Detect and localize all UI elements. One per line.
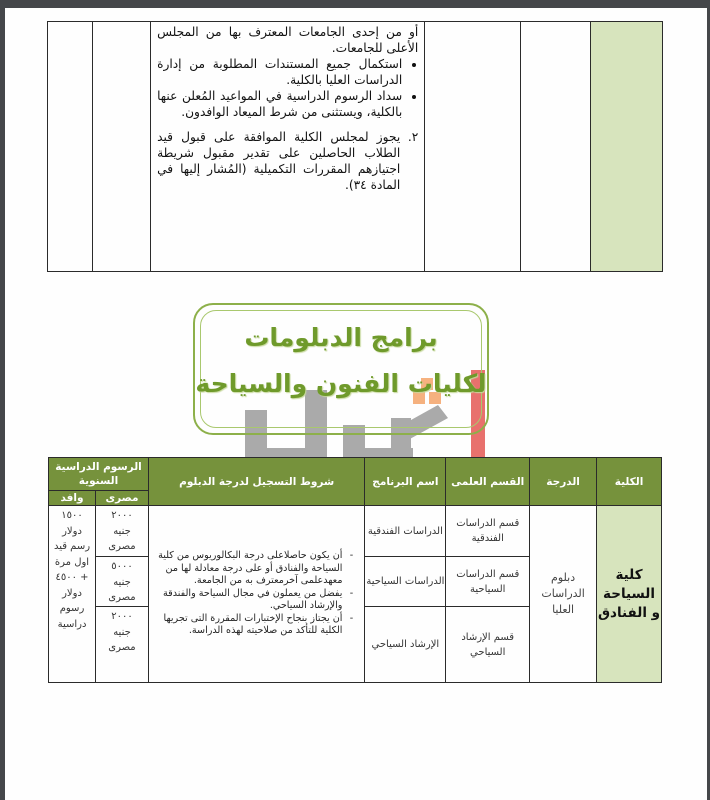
condition-bullet: • استكمال جميع المستندات المطلوبة من إدارة الدراسات العليا بالكلية. xyxy=(157,56,402,88)
egyptian-fee: ٢٠٠٠ جنيه مصرى xyxy=(96,506,149,557)
programs-table xyxy=(48,457,662,683)
department-name: قسم الدراسات الفندقية xyxy=(446,506,530,557)
egyptian-fee: ٥٠٠٠ جنيه مصرى xyxy=(96,557,149,607)
conditions-text xyxy=(151,22,424,193)
requirement-dash: - xyxy=(349,587,354,599)
section-banner xyxy=(193,303,489,435)
condition-bullet: • سداد الرسوم الدراسية في المواعيد المُعلن عنها بالكلية، ويستثنى من شرط الميعاد الوافدون. xyxy=(157,88,402,120)
college-name: كلية السياحة و الفنادق xyxy=(597,506,662,683)
program-name: الإرشاد السياحي xyxy=(365,607,446,683)
requirement-dash: - xyxy=(349,550,354,562)
header-college: الكلية xyxy=(597,458,662,506)
banner-title-line1: برامج الدبلومات xyxy=(244,323,438,352)
header-program: اسم البرنامج xyxy=(365,458,446,506)
requirement-item xyxy=(155,588,361,613)
header-foreign: وافد xyxy=(49,491,96,506)
requirement-text: يفضل من يعملون في مجال السياحة والفندقة والإرشاد السياحي. xyxy=(163,587,343,612)
requirement-item xyxy=(155,550,361,588)
foreign-fee-cell-empty xyxy=(48,22,93,272)
department-cell-empty xyxy=(425,22,521,272)
egyptian-fee-cell-empty xyxy=(92,22,150,272)
header-requirements: شروط التسجيل لدرجة الدبلوم xyxy=(148,458,365,506)
foreign-fee: ١٥٠٠ دولار رسم قيد اول مرة + ٤٥٠٠ دولار رسوم دراسية xyxy=(49,506,96,683)
conditions-cell xyxy=(151,22,425,272)
degree-name: دبلوم الدراسات العليا xyxy=(530,506,597,683)
header-department: القسم العلمى xyxy=(446,458,530,506)
condition-item-2 xyxy=(157,129,418,193)
program-name: الدراسات السياحية xyxy=(365,557,446,607)
header-fees: الرسوم الدراسية السنوية xyxy=(49,458,149,491)
item-number: ٢. xyxy=(407,130,419,144)
requirement-dash: - xyxy=(349,612,354,624)
document-page xyxy=(5,8,707,800)
requirement-item xyxy=(155,613,361,638)
header-egyptian: مصرى xyxy=(96,491,149,506)
college-cell-empty xyxy=(590,22,662,272)
requirement-text: أن يكون حاصلاعلى درجة البكالوريوس من كلية السياحة والفنادق أو على درجة معادلة لها من معهدعلمى آخرمعترف به من الجامعة. xyxy=(158,550,343,587)
department-name: قسم الدراسات السياحية xyxy=(446,557,530,607)
item-text: يجوز لمجلس الكلية الموافقة على قبول قيد الطلاب الحاصلين على تقدير مقبول شريطة اجتيازهم المقررات التكميلية (المُشار إليها في المادة ٣٤). xyxy=(157,130,401,192)
egyptian-fee: ٢٠٠٠ جنيه مصرى xyxy=(96,607,149,683)
banner-title-line2: لكليات الفنون والسياحة xyxy=(195,369,487,398)
requirement-text: أن يجتاز بنجاح الإختبارات المقررة التى تجريها الكلية للتأكد من صلاحيته لهذه الدراسة. xyxy=(163,612,343,637)
conditions-bullets xyxy=(157,56,418,120)
conditions-continuation: أو من إحدى الجامعات المعترف بها من المجلس الأعلى للجامعات. xyxy=(157,25,419,55)
top-table xyxy=(47,21,663,272)
degree-cell-empty xyxy=(521,22,590,272)
program-name: الدراسات الفندقية xyxy=(365,506,446,557)
header-degree: الدرجة xyxy=(530,458,597,506)
requirements-cell xyxy=(148,506,365,683)
department-name: قسم الإرشاد السياحي xyxy=(446,607,530,683)
